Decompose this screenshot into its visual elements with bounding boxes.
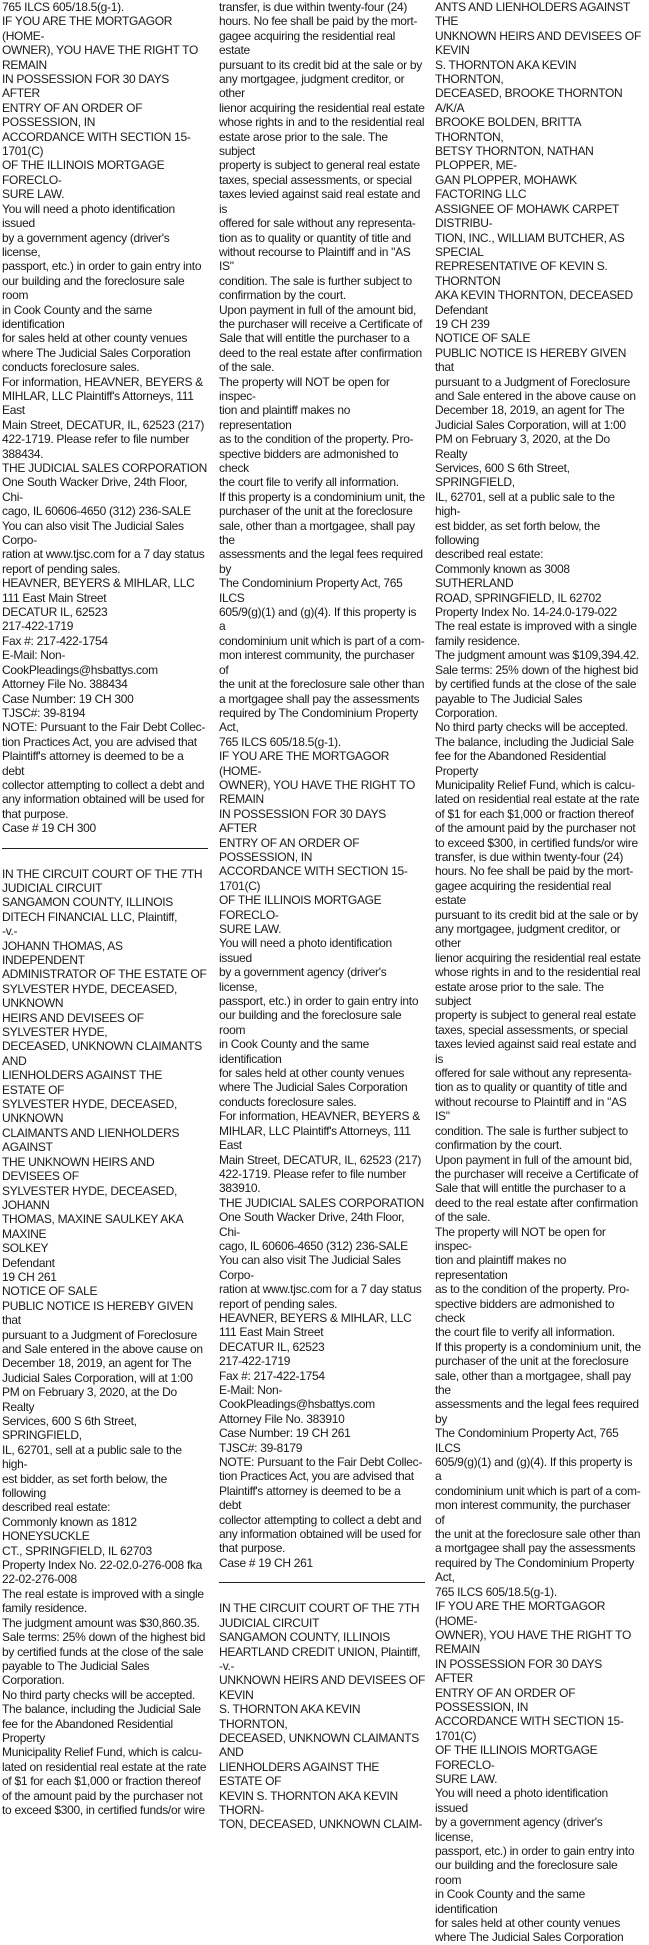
text-line: required by The Condominium Property Act, bbox=[219, 705, 419, 735]
text-line: PUBLIC NOTICE IS HEREBY GIVEN that bbox=[435, 345, 627, 375]
text-line: S. THORNTON AKA KEVIN THORNTON, bbox=[435, 57, 577, 87]
text-line: You can also visit The Judicial Sales Corpo- bbox=[219, 1253, 401, 1282]
text-line: assessments and the legal fees required by bbox=[219, 547, 423, 576]
text-line: by certified funds at the close of the sale bbox=[435, 677, 637, 692]
text-line: No third party checks will be accepted. bbox=[2, 1687, 196, 1702]
text-line: passport, etc.) in order to gain entry into bbox=[2, 259, 202, 274]
text-line: You can also visit The Judicial Sales Corpo- bbox=[2, 518, 184, 548]
text-line: BROOKE BOLDEN, BRITTA THORNTON, bbox=[435, 115, 581, 144]
text-line: sale, other than a mortgagee, shall pay the bbox=[219, 518, 415, 548]
text-line: GAN PLOPPER, MOHAWK FACTORING LLC bbox=[435, 172, 577, 202]
text-line: described real estate: bbox=[435, 547, 544, 562]
text-line: You will need a photo identification issued bbox=[219, 936, 392, 965]
text-line: condominium unit which is part of a com- bbox=[219, 633, 425, 648]
text-line: without recourse to Plaintiff and in "AS IS" bbox=[219, 244, 411, 274]
text-line: IN POSSESSION FOR 30 DAYS AFTER bbox=[435, 1656, 602, 1686]
text-line: 388434. bbox=[2, 446, 44, 461]
text-line: Case Number: 19 CH 300 bbox=[2, 691, 134, 706]
text-line: purchaser of the unit at the foreclosure bbox=[435, 1354, 629, 1369]
text-line: IN THE CIRCUIT COURT OF THE 7TH bbox=[219, 1601, 420, 1616]
text-line: CT., SPRINGFIELD, IL 62703 bbox=[2, 1543, 152, 1558]
text-line: Sale terms: 25% down of the highest bid bbox=[435, 662, 639, 677]
text-line: to exceed $300, in certified funds/or wire bbox=[2, 1802, 205, 1817]
text-line: Main Street, DECATUR, IL, 62523 (217) bbox=[219, 1152, 422, 1167]
text-line: payable to The Judicial Sales Corporation. bbox=[435, 691, 583, 720]
text-line: 605/9(g)(1) and (g)(4). If this property is a bbox=[435, 1455, 633, 1484]
text-line: HEIRS AND DEVISEES OF SYLVESTER HYDE, bbox=[2, 1010, 144, 1040]
text-line: CLAIMANTS AND LIENHOLDERS AGAINST bbox=[2, 1125, 180, 1155]
text-line: mon interest community, the purchaser of bbox=[219, 648, 415, 677]
text-line: cago, IL 60606-4650 (312) 236-SALE bbox=[2, 504, 191, 519]
text-line: OWNER), YOU HAVE THE RIGHT TO REMAIN bbox=[219, 777, 415, 807]
text-line: tion and plaintiff makes no representation bbox=[435, 1253, 567, 1282]
text-line: by a government agency (driver's license, bbox=[219, 965, 387, 994]
text-line: property is subject to general real estate bbox=[435, 1008, 636, 1023]
text-line: offered for sale without any representa- bbox=[435, 1066, 632, 1081]
notice-block bbox=[2, 0, 208, 836]
text-line: confirmation by the court. bbox=[219, 288, 346, 303]
text-line: SYLVESTER HYDE, DECEASED, UNKNOWN bbox=[2, 981, 177, 1011]
text-line: to exceed $300, in certified funds/or wire bbox=[435, 835, 638, 850]
text-line: Sale that will entitle the purchaser to a bbox=[435, 1181, 626, 1196]
text-line: Defendant bbox=[435, 302, 488, 317]
text-line: passport, etc.) in order to gain entry into bbox=[219, 994, 419, 1009]
text-line: ASSIGNEE OF MOHAWK CARPET DISTRIBU- bbox=[435, 201, 619, 231]
text-line: offered for sale without any representa- bbox=[219, 216, 416, 231]
text-line: SANGAMON COUNTY, ILLINOIS bbox=[219, 1630, 390, 1645]
text-line: our building and the foreclosure sale room bbox=[435, 1858, 618, 1887]
notice-block bbox=[2, 867, 208, 1818]
text-line: of the amount paid by the purchaser not bbox=[2, 1788, 203, 1803]
text-line: family residence. bbox=[435, 633, 520, 648]
text-line: IF YOU ARE THE MORTGAGOR (HOME- bbox=[2, 14, 173, 43]
text-line: for sales held at other county venues bbox=[219, 1066, 405, 1081]
text-line: -v.- bbox=[219, 1658, 235, 1673]
text-line: PM on February 3, 2020, at the Do Realty bbox=[435, 432, 610, 461]
text-line: Property Index No. 22-02.0-276-008 fka bbox=[2, 1558, 203, 1573]
text-line: transfer, is due within twenty-four (24) bbox=[219, 0, 408, 14]
column-3 bbox=[435, 0, 641, 1945]
text-line: transfer, is due within twenty-four (24) bbox=[435, 849, 624, 864]
text-line: December 18, 2019, an agent for The bbox=[435, 403, 625, 418]
text-line: OWNER), YOU HAVE THE RIGHT TO REMAIN bbox=[435, 1627, 631, 1657]
text-line: sale, other than a mortgagee, shall pay the bbox=[435, 1368, 631, 1397]
text-line: Judicial Sales Corporation, will at 1:00 bbox=[435, 417, 626, 432]
text-line: The real estate is improved with a single bbox=[435, 619, 637, 634]
text-line: mon interest community, the purchaser of bbox=[435, 1498, 631, 1527]
text-line: where The Judicial Sales Corporation bbox=[435, 1930, 624, 1945]
text-line: The Condominium Property Act, 765 ILCS bbox=[435, 1426, 619, 1455]
text-line: OF THE ILLINOIS MORTGAGE FORECLO- bbox=[2, 158, 165, 187]
text-line: spective bidders are admonished to check bbox=[219, 446, 399, 475]
text-line: BETSY THORNTON, NATHAN PLOPPER, ME- bbox=[435, 144, 594, 173]
text-line: Case # 19 CH 300 bbox=[2, 821, 96, 836]
text-line: hours. No fee shall be paid by the mort- bbox=[435, 864, 634, 879]
text-line: 765 ILCS 605/18.5(g-1). bbox=[435, 1584, 557, 1599]
text-line: Commonly known as 3008 SUTHERLAND bbox=[435, 561, 570, 591]
text-line: DECEASED, UNKNOWN CLAIMANTS AND bbox=[219, 1730, 419, 1760]
text-line: No third party checks will be accepted. bbox=[435, 720, 629, 735]
text-line: where The Judicial Sales Corporation bbox=[219, 1080, 408, 1095]
text-line: est bidder, as set forth below, the following bbox=[435, 518, 600, 548]
text-line: ENTRY OF AN ORDER OF POSSESSION, IN bbox=[435, 1685, 576, 1714]
text-line: fee for the Abandoned Residential Property bbox=[2, 1716, 173, 1745]
text-line: LIENHOLDERS AGAINST THE ESTATE OF bbox=[2, 1068, 163, 1097]
text-line: Commonly known as 1812 HONEYSUCKLE bbox=[2, 1514, 137, 1544]
text-line: Services, 600 S 6th Street, SPRINGFIELD, bbox=[2, 1414, 137, 1443]
text-line: IL, 62701, sell at a public sale to the high- bbox=[435, 489, 615, 519]
text-line: The judgment amount was $109,394.42. bbox=[435, 648, 640, 663]
text-line: the court file to verify all information. bbox=[219, 475, 399, 490]
text-line: THE JUDICIAL SALES CORPORATION bbox=[219, 1195, 425, 1210]
text-line: Defendant bbox=[2, 1255, 55, 1270]
text-line: SYLVESTER HYDE, DECEASED, JOHANN bbox=[2, 1183, 177, 1212]
text-line: pursuant to a Judgment of Foreclosure bbox=[2, 1327, 198, 1342]
text-line: One South Wacker Drive, 24th Floor, Chi- bbox=[2, 475, 188, 504]
text-line: as to the condition of the property. Pro- bbox=[435, 1282, 630, 1297]
text-line: The Condominium Property Act, 765 ILCS bbox=[219, 576, 403, 605]
text-line: SURE LAW. bbox=[219, 922, 282, 936]
text-line: for sales held at other county venues bbox=[2, 331, 188, 346]
text-line: required by The Condominium Property Act, bbox=[435, 1555, 635, 1585]
text-line: JUDICIAL CIRCUIT bbox=[219, 1615, 320, 1630]
text-line: condition. The sale is further subject to bbox=[219, 273, 412, 288]
text-line: payable to The Judicial Sales Corporation. bbox=[2, 1658, 150, 1688]
text-line: tion Practices Act, you are advised that bbox=[219, 1469, 414, 1484]
text-line: Attorney File No. 383910 bbox=[219, 1411, 345, 1426]
text-line: Sale terms: 25% down of the highest bid bbox=[2, 1630, 206, 1645]
text-line: Plaintiff's attorney is deemed to be a debt bbox=[2, 749, 184, 778]
text-line: Fax #: 217-422-1754 bbox=[2, 633, 108, 648]
text-line: described real estate: bbox=[2, 1500, 111, 1515]
text-line: tion and plaintiff makes no representation bbox=[219, 403, 351, 432]
text-line: whose rights in and to the residential real bbox=[435, 965, 641, 980]
text-line: ration at www.tjsc.com for a 7 day status bbox=[2, 547, 205, 562]
text-line: HEAVNER, BEYERS & MIHLAR, LLC bbox=[2, 576, 195, 591]
text-line: TJSC#: 39-8194 bbox=[2, 705, 86, 720]
text-line: LIENHOLDERS AGAINST THE ESTATE OF bbox=[219, 1759, 380, 1789]
text-line: the court file to verify all information. bbox=[435, 1325, 615, 1340]
text-line: taxes levied against said real estate and is bbox=[219, 187, 421, 216]
text-line: SANGAMON COUNTY, ILLINOIS bbox=[2, 895, 173, 910]
text-line: our building and the foreclosure sale room bbox=[219, 1008, 402, 1037]
text-line: UNKNOWN HEIRS AND DEVISEES OF KEVIN bbox=[435, 28, 641, 58]
text-line: and Sale entered in the above cause on bbox=[435, 388, 636, 403]
text-line: without recourse to Plaintiff and in "AS IS" bbox=[435, 1094, 627, 1124]
text-line: IN POSSESSION FOR 30 DAYS AFTER bbox=[2, 72, 169, 101]
text-line: 217-422-1719 bbox=[2, 619, 74, 634]
text-line: REPRESENTATIVE OF KEVIN S. THORNTON bbox=[435, 259, 608, 288]
text-line: DECATUR IL, 62523 bbox=[2, 605, 108, 620]
text-line: the unit at the foreclosure sale other than bbox=[219, 677, 425, 692]
text-line: IL, 62701, sell at a public sale to the high- bbox=[2, 1442, 182, 1472]
text-line: The real estate is improved with a single bbox=[2, 1586, 204, 1601]
notice-block bbox=[219, 1601, 425, 1832]
text-line: that purpose. bbox=[219, 1541, 286, 1556]
text-line: the purchaser will receive a Certificate of bbox=[219, 316, 423, 331]
text-line: in Cook County and the same identification bbox=[435, 1887, 585, 1916]
text-line: 111 East Main Street bbox=[219, 1325, 324, 1340]
text-line: You will need a photo identification issued bbox=[2, 201, 175, 231]
text-line: collector attempting to collect a debt and bbox=[2, 777, 205, 792]
text-line: taxes, special assessments, or special bbox=[219, 172, 412, 187]
text-line: OF THE ILLINOIS MORTGAGE FORECLO- bbox=[219, 893, 382, 922]
text-line: purchaser of the unit at the foreclosure bbox=[219, 504, 413, 519]
text-line: THOMAS, MAXINE SAULKEY AKA MAXINE bbox=[2, 1212, 183, 1241]
text-line: spective bidders are admonished to check bbox=[435, 1296, 615, 1325]
text-line: E-Mail: Non-CookPleadings@hsbattys.com bbox=[2, 648, 158, 677]
text-line: -v.- bbox=[2, 924, 18, 939]
text-line: condominium unit which is part of a com- bbox=[435, 1483, 641, 1498]
text-line: UNKNOWN HEIRS AND DEVISEES OF KEVIN bbox=[219, 1673, 425, 1702]
text-line: fee for the Abandoned Residential Property bbox=[435, 749, 606, 778]
notice-block bbox=[435, 0, 641, 1945]
text-line: DECEASED, BROOKE THORNTON A/K/A bbox=[435, 86, 623, 115]
text-line: taxes, special assessments, or special bbox=[435, 1022, 628, 1037]
text-line: DITECH FINANCIAL LLC, Plaintiff, bbox=[2, 909, 178, 924]
text-line: December 18, 2019, an agent for The bbox=[2, 1356, 192, 1371]
text-line: Main Street, DECATUR, IL, 62523 (217) bbox=[2, 417, 205, 432]
column-1 bbox=[2, 0, 208, 1817]
text-line: IN POSSESSION FOR 30 DAYS AFTER bbox=[219, 806, 386, 836]
text-line: You will need a photo identification issued bbox=[435, 1786, 608, 1815]
text-line: E-Mail: Non-CookPleadings@hsbattys.com bbox=[219, 1383, 375, 1412]
text-line: NOTE: Pursuant to the Fair Debt Collec- bbox=[2, 720, 206, 735]
text-line: The judgment amount was $30,860.35. bbox=[2, 1615, 200, 1630]
text-line: The balance, including the Judicial Sale bbox=[2, 1702, 201, 1717]
text-line: pursuant to its credit bid at the sale or by bbox=[435, 907, 638, 922]
text-line: that purpose. bbox=[2, 806, 69, 821]
text-line: Sale that will entitle the purchaser to a bbox=[219, 331, 410, 346]
text-line: NOTE: Pursuant to the Fair Debt Collec- bbox=[219, 1455, 423, 1470]
text-line: Plaintiff's attorney is deemed to be a debt bbox=[219, 1483, 401, 1513]
text-line: estate arose prior to the sale. The subject bbox=[219, 129, 388, 159]
text-line: Judicial Sales Corporation, will at 1:00 bbox=[2, 1370, 193, 1385]
text-line: confirmation by the court. bbox=[435, 1138, 562, 1153]
text-line: One South Wacker Drive, 24th Floor, Chi- bbox=[219, 1210, 405, 1239]
text-line: hours. No fee shall be paid by the mort- bbox=[219, 14, 418, 29]
text-line: the unit at the foreclosure sale other than bbox=[435, 1527, 641, 1542]
text-line: any information obtained will be used for bbox=[2, 792, 205, 807]
text-line: any mortgagee, judgment creditor, or other bbox=[219, 72, 405, 101]
text-line: of the sale. bbox=[219, 360, 275, 375]
text-line: ACCORDANCE WITH SECTION 15-1701(C) bbox=[435, 1714, 624, 1743]
text-line: ENTRY OF AN ORDER OF POSSESSION, IN bbox=[2, 100, 143, 130]
text-line: THE UNKNOWN HEIRS AND DEVISEES OF bbox=[2, 1154, 155, 1184]
text-line: NOTICE OF SALE bbox=[435, 331, 531, 346]
text-line: Case Number: 19 CH 261 bbox=[219, 1426, 351, 1441]
text-line: assessments and the legal fees required by bbox=[435, 1397, 639, 1426]
text-line: ANTS AND LIENHOLDERS AGAINST THE bbox=[435, 0, 630, 29]
text-line: Upon payment in full of the amount bid, bbox=[219, 302, 417, 317]
text-line: OWNER), YOU HAVE THE RIGHT TO REMAIN bbox=[2, 43, 198, 72]
text-line: 19 CH 239 bbox=[435, 316, 490, 331]
text-line: of the amount paid by the purchaser not bbox=[435, 821, 636, 836]
text-line: TION, INC., WILLIAM BUTCHER, AS SPECIAL bbox=[435, 230, 625, 259]
text-line: IN THE CIRCUIT COURT OF THE 7TH bbox=[2, 866, 203, 881]
text-line: 422-1719. Please refer to file number bbox=[2, 432, 190, 447]
text-line: JUDICIAL CIRCUIT bbox=[2, 880, 103, 895]
text-line: collector attempting to collect a debt and bbox=[219, 1512, 422, 1527]
text-line: ROAD, SPRINGFIELD, IL 62702 bbox=[435, 590, 602, 605]
text-line: ENTRY OF AN ORDER OF POSSESSION, IN bbox=[219, 835, 360, 864]
text-line: report of pending sales. bbox=[2, 561, 121, 576]
text-line: If this property is a condominium unit, the bbox=[435, 1339, 641, 1354]
text-line: TJSC#: 39-8179 bbox=[219, 1440, 303, 1455]
text-line: 422-1719. Please refer to file number bbox=[219, 1166, 407, 1181]
text-line: any mortgagee, judgment creditor, or other bbox=[435, 922, 621, 951]
text-line: 605/9(g)(1) and (g)(4). If this property is a bbox=[219, 605, 417, 634]
text-line: For information, HEAVNER, BEYERS & bbox=[219, 1109, 420, 1124]
text-line: IF YOU ARE THE MORTGAGOR (HOME- bbox=[219, 749, 390, 778]
text-line: pursuant to a Judgment of Foreclosure bbox=[435, 374, 631, 389]
notice-block bbox=[219, 0, 425, 1570]
text-line: SURE LAW. bbox=[435, 1771, 498, 1786]
text-line: by a government agency (driver's license, bbox=[2, 230, 170, 259]
text-line: est bidder, as set forth below, the following bbox=[2, 1471, 167, 1501]
text-line: lated on residential real estate at the rate bbox=[435, 792, 640, 807]
text-line: our building and the foreclosure sale room bbox=[2, 273, 185, 303]
text-line: KEVIN S. THORNTON AKA KEVIN THORN- bbox=[219, 1788, 398, 1817]
text-line: NOTICE OF SALE bbox=[2, 1284, 98, 1299]
text-line: and Sale entered in the above cause on bbox=[2, 1341, 203, 1356]
text-line: report of pending sales. bbox=[219, 1296, 338, 1311]
text-line: If this property is a condominium unit, the bbox=[219, 489, 425, 504]
text-line: of $1 for each $1,000 or fraction thereof bbox=[2, 1774, 201, 1789]
text-line: cago, IL 60606-4650 (312) 236-SALE bbox=[219, 1238, 408, 1253]
text-line: 383910. bbox=[219, 1181, 261, 1196]
text-line: any information obtained will be used for bbox=[219, 1527, 422, 1542]
text-line: family residence. bbox=[2, 1601, 87, 1616]
text-line: tion as to quality or quantity of title and bbox=[435, 1080, 627, 1095]
text-line: deed to the real estate after confirmation bbox=[219, 345, 422, 360]
text-line: condition. The sale is further subject to bbox=[435, 1123, 628, 1138]
text-line: S. THORNTON AKA KEVIN THORNTON, bbox=[219, 1702, 361, 1731]
text-line: gagee acquiring the residential real estate bbox=[219, 28, 395, 58]
text-line: tion Practices Act, you are advised that bbox=[2, 734, 197, 749]
text-line: Attorney File No. 388434 bbox=[2, 677, 128, 692]
text-line: Upon payment in full of the amount bid, bbox=[435, 1152, 633, 1167]
text-line: a mortgagee shall pay the assessments bbox=[435, 1541, 636, 1556]
text-line: OF THE ILLINOIS MORTGAGE FORECLO- bbox=[435, 1743, 598, 1772]
text-line: ration at www.tjsc.com for a 7 day status bbox=[219, 1282, 422, 1297]
text-line: 217-422-1719 bbox=[219, 1354, 291, 1369]
text-line: conducts foreclosure sales. bbox=[219, 1094, 357, 1109]
text-line: the purchaser will receive a Certificate of bbox=[435, 1166, 639, 1181]
text-line: of $1 for each $1,000 or fraction thereof bbox=[435, 806, 634, 821]
text-line: IF YOU ARE THE MORTGAGOR (HOME- bbox=[435, 1599, 606, 1628]
text-line: The property will NOT be open for inspec- bbox=[219, 374, 390, 403]
text-line: Fax #: 217-422-1754 bbox=[219, 1368, 325, 1383]
text-line: lienor acquiring the residential real estate bbox=[219, 100, 425, 115]
text-line: JOHANN THOMAS, AS INDEPENDENT bbox=[2, 938, 123, 967]
text-line: ADMINISTRATOR OF THE ESTATE OF bbox=[2, 967, 207, 982]
text-line: by certified funds at the close of the sale bbox=[2, 1644, 204, 1659]
notice-divider bbox=[219, 1582, 425, 1583]
text-line: lated on residential real estate at the rate bbox=[2, 1759, 207, 1774]
text-line: For information, HEAVNER, BEYERS & bbox=[2, 374, 203, 389]
text-line: taxes levied against said real estate and is bbox=[435, 1037, 637, 1066]
text-line: gagee acquiring the residential real estate bbox=[435, 878, 611, 908]
text-line: where The Judicial Sales Corporation bbox=[2, 345, 191, 360]
text-line: PUBLIC NOTICE IS HEREBY GIVEN that bbox=[2, 1298, 194, 1328]
text-line: SYLVESTER HYDE, DECEASED, UNKNOWN bbox=[2, 1097, 177, 1126]
text-line: 765 ILCS 605/18.5(g-1). bbox=[219, 734, 341, 749]
text-line: property is subject to general real estate bbox=[219, 158, 420, 173]
text-line: PM on February 3, 2020, at the Do Realty bbox=[2, 1385, 177, 1414]
text-line: lienor acquiring the residential real estate bbox=[435, 950, 641, 965]
text-line: DECEASED, UNKNOWN CLAIMANTS AND bbox=[2, 1039, 202, 1068]
text-line: whose rights in and to the residential real bbox=[219, 115, 425, 130]
text-line: SOLKEY bbox=[2, 1241, 49, 1256]
text-line: AKA KEVIN THORNTON, DECEASED bbox=[435, 288, 633, 303]
text-line: as to the condition of the property. Pro- bbox=[219, 432, 414, 447]
text-line: HEARTLAND CREDIT UNION, Plaintiff, bbox=[219, 1644, 421, 1659]
text-line: passport, etc.) in order to gain entry into bbox=[435, 1844, 635, 1858]
text-line: tion as to quality or quantity of title and bbox=[219, 230, 411, 245]
text-line: DECATUR IL, 62523 bbox=[219, 1339, 325, 1354]
text-line: Municipality Relief Fund, which is calcu- bbox=[2, 1745, 202, 1760]
text-line: HEAVNER, BEYERS & MIHLAR, LLC bbox=[219, 1310, 412, 1325]
text-line: conducts foreclosure sales. bbox=[2, 360, 140, 375]
text-line: 111 East Main Street bbox=[2, 590, 107, 605]
text-line: 22-02-276-008 bbox=[2, 1572, 77, 1587]
text-line: THE JUDICIAL SALES CORPORATION bbox=[2, 461, 208, 475]
text-line: ACCORDANCE WITH SECTION 15-1701(C) bbox=[2, 129, 191, 159]
text-line: in Cook County and the same identification bbox=[219, 1037, 369, 1066]
text-line: for sales held at other county venues bbox=[435, 1916, 621, 1931]
text-line: a mortgagee shall pay the assessments bbox=[219, 691, 420, 706]
text-line: deed to the real estate after confirmation bbox=[435, 1195, 638, 1210]
text-line: Property Index No. 14-24.0-179-022 bbox=[435, 605, 617, 620]
text-line: 765 ILCS 605/18.5(g-1). bbox=[2, 0, 124, 14]
text-line: Case # 19 CH 261 bbox=[219, 1555, 313, 1570]
notice-divider bbox=[2, 848, 208, 849]
text-line: estate arose prior to the sale. The subject bbox=[435, 979, 604, 1009]
text-line: The property will NOT be open for inspec- bbox=[435, 1224, 606, 1253]
text-line: MIHLAR, LLC Plaintiff's Attorneys, 111 East bbox=[219, 1123, 411, 1153]
text-line: TON, DECEASED, UNKNOWN CLAIM- bbox=[219, 1817, 423, 1832]
text-line: ACCORDANCE WITH SECTION 15-1701(C) bbox=[219, 864, 408, 893]
text-line: MIHLAR, LLC Plaintiff's Attorneys, 111 East bbox=[2, 388, 194, 418]
text-line: The balance, including the Judicial Sale bbox=[435, 734, 634, 749]
column-2 bbox=[219, 0, 425, 1832]
text-line: by a government agency (driver's license, bbox=[435, 1815, 603, 1844]
text-line: SURE LAW. bbox=[2, 187, 65, 202]
text-line: in Cook County and the same identification bbox=[2, 302, 152, 331]
text-line: Municipality Relief Fund, which is calcu- bbox=[435, 777, 635, 792]
text-line: of the sale. bbox=[435, 1210, 491, 1225]
text-line: pursuant to its credit bid at the sale or by bbox=[219, 57, 422, 72]
text-line: Services, 600 S 6th Street, SPRINGFIELD, bbox=[435, 461, 570, 490]
text-line: 19 CH 261 bbox=[2, 1269, 57, 1284]
